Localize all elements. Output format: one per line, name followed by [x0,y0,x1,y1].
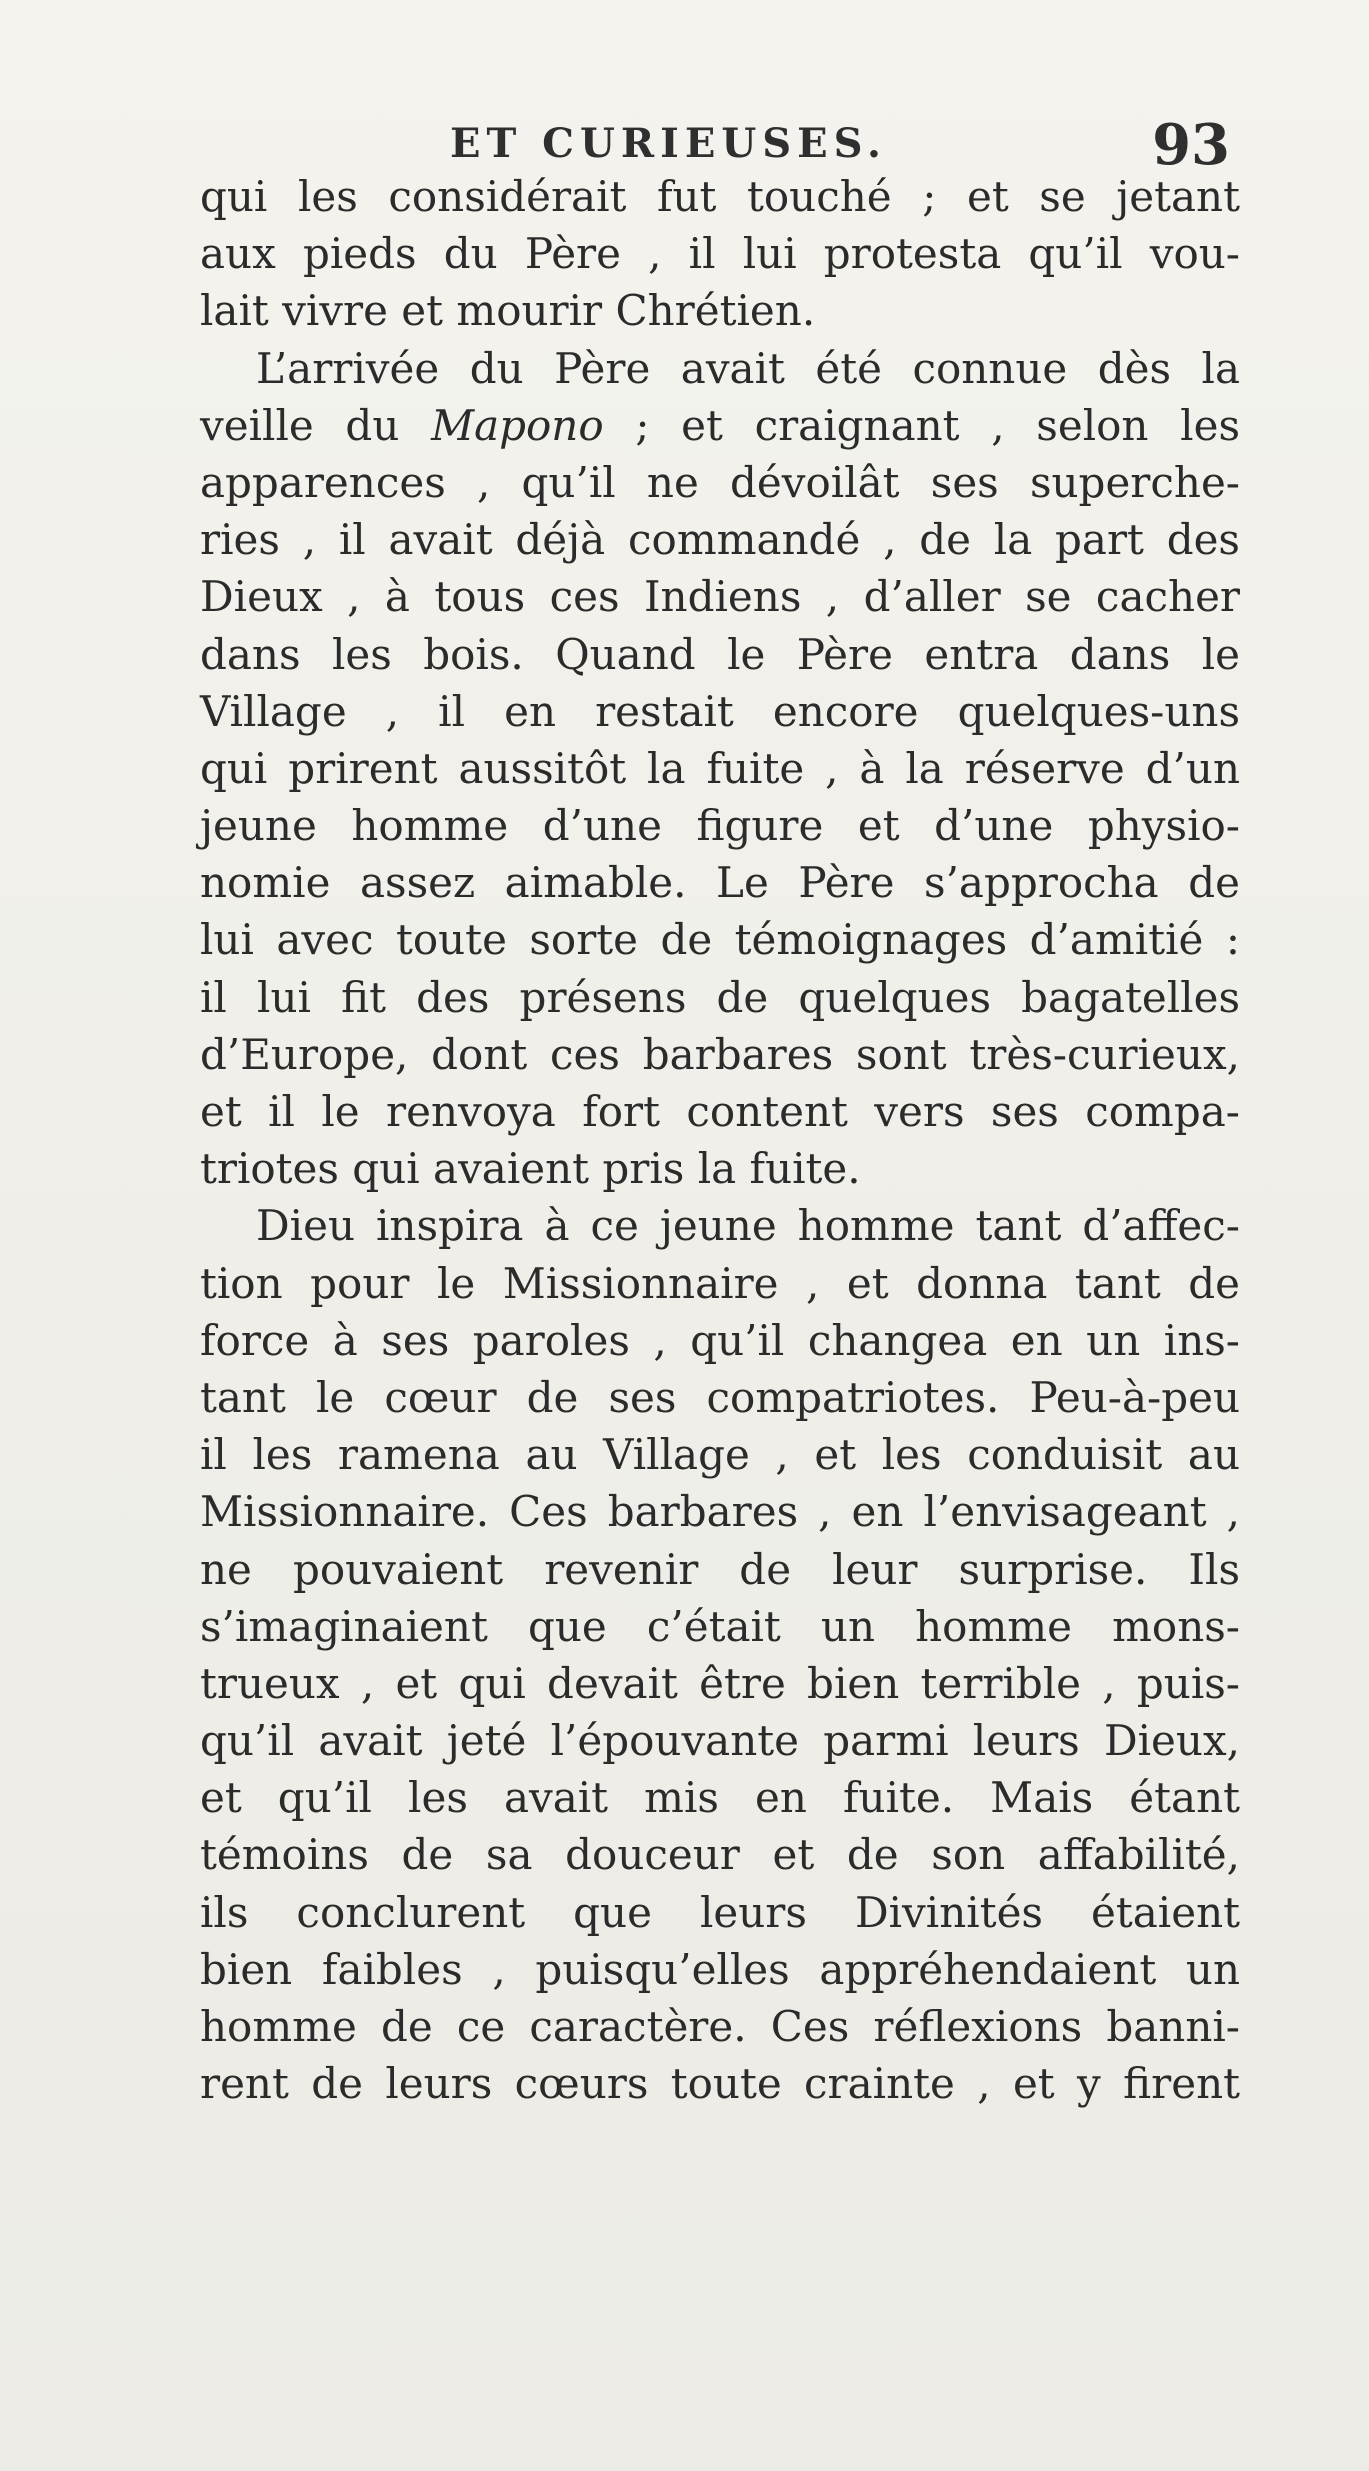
italic-word: Mapono [431,400,604,450]
text-line: triotes qui avaient pris la fuite. [200,1144,861,1194]
text-line: apparences , qu’il ne dévoilât ses superche- [200,457,1240,507]
text-line: bien faibles , puisqu’elles appréhendaient un [200,1944,1240,1994]
body-text [200,168,1240,2112]
text-line: Dieu inspira à ce jeune homme tant d’affec- [256,1201,1240,1251]
text-line: Missionnaire. Ces barbares , en l’envisageant , [200,1487,1240,1537]
text-line: tant le cœur de ses compatriotes. Peu-à-peu [200,1372,1240,1422]
text-line: ne pouvaient revenir de leur surprise. Ils [200,1544,1240,1594]
text-line: jeune homme d’une figure et d’une physio- [200,801,1240,851]
text-line: d’Europe, dont ces barbares sont très-curieux, [200,1029,1240,1079]
text-line: trueux , et qui devait être bien terrible , puis- [200,1658,1240,1708]
paragraph-1 [200,168,1240,340]
running-title: ET CURIEUSES. [450,120,887,167]
text-line: qu’il avait jeté l’épouvante parmi leurs Dieux, [200,1716,1240,1766]
paragraph-2 [200,340,1240,1198]
text-line: tion pour le Missionnaire , et donna tant de [200,1258,1240,1308]
text-line: et il le renvoya fort content vers ses compa- [200,1087,1240,1136]
page-number: 93 [1152,112,1230,178]
text-line: force à ses paroles , qu’il changea en un ins- [200,1315,1240,1365]
text-line: ries , il avait déjà commandé , de la part des [200,515,1240,565]
text-line: homme de ce caractère. Ces réflexions banni- [200,2002,1240,2051]
text-line: Dieux , à tous ces Indiens , d’aller se cacher [200,572,1240,622]
text-line: L’arrivée du Père avait été connue dès la [256,343,1240,393]
text-line: veille du Mapono ; et craignant , selon les [200,400,1240,450]
text-line: aux pieds du Père , il lui protesta qu’il vou- [200,229,1240,279]
text-line: lait vivre et mourir Chrétien. [200,286,816,336]
text-line: témoins de sa douceur et de son affabilité, [200,1830,1240,1880]
text-line: lui avec toute sorte de témoignages d’amitié : [200,915,1240,965]
text-line: dans les bois. Quand le Père entra dans le [200,629,1240,679]
text-line: il les ramena au Village , et les conduisit au [200,1430,1240,1480]
text-line: nomie assez aimable. Le Père s’approcha de [200,858,1240,908]
text-line: s’imaginaient que c’était un homme mons- [200,1601,1240,1651]
paragraph-3 [200,1197,1240,2112]
text-line: qui prirent aussitôt la fuite , à la réserve d’un [200,743,1240,793]
text-line: il lui fit des présens de quelques bagatelles [200,972,1240,1022]
text-line: rent de leurs cœurs toute crainte , et y firent [200,2059,1240,2109]
text-line: Village , il en restait encore quelques-uns [200,686,1240,736]
text-line: qui les considérait fut touché ; et se jetant [200,172,1240,221]
text-line: ils conclurent que leurs Divinités étaient [200,1887,1240,1937]
text-line: et qu’il les avait mis en fuite. Mais étant [200,1773,1240,1823]
